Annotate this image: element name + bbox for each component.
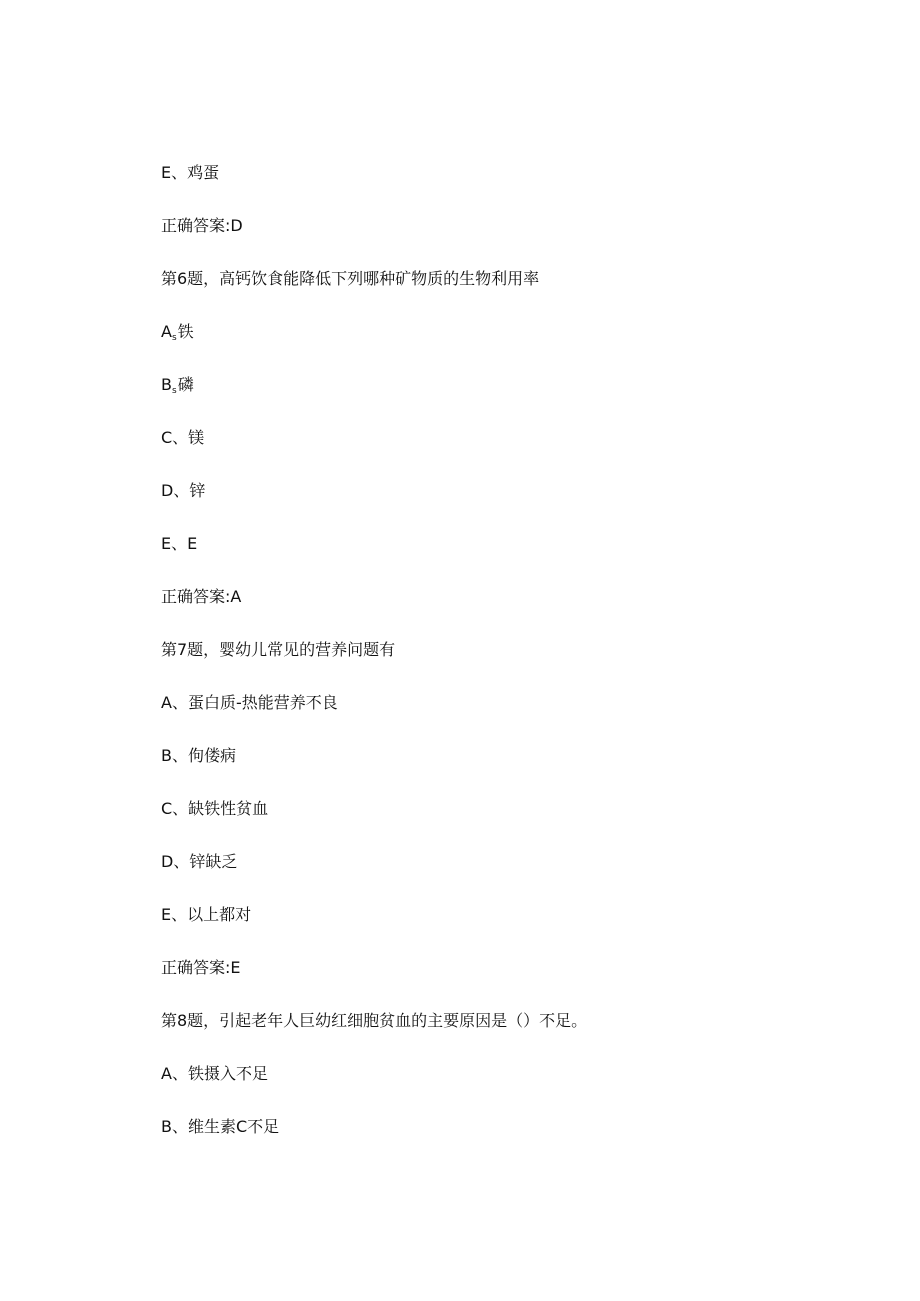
option-b-q8: B、维生素C不足 [161, 1117, 280, 1136]
question-6: 第6题，高钙饮食能降低下列哪种矿物质的生物利用率 [161, 269, 540, 288]
question-8: 第8题，引起老年人巨幼红细胞贫血的主要原因是（）不足。 [161, 1011, 588, 1030]
option-a-q6 [161, 322, 194, 345]
option-letter: A [161, 322, 172, 341]
option-letter: B [161, 375, 172, 394]
answer-q5: 正确答案:D [161, 216, 243, 235]
option-subscript: s [171, 333, 177, 343]
question-7: 第7题，婴幼儿常见的营养问题有 [161, 640, 396, 659]
option-e-q6: E、E [161, 534, 198, 553]
option-text: 磷 [177, 375, 194, 394]
option-c-q6: C、镁 [161, 428, 205, 447]
option-a-q7: A、蛋白质-热能营养不良 [161, 693, 338, 712]
option-e-q7: E、以上都对 [161, 905, 252, 924]
option-a-q8: A、铁摄入不足 [161, 1064, 268, 1083]
option-b-q7: B、佝偻病 [161, 746, 236, 765]
option-subscript: s [171, 386, 177, 396]
answer-q6: 正确答案:A [161, 587, 242, 606]
option-d-q6: D、锌 [161, 481, 206, 500]
option-c-q7: C、缺铁性贫血 [161, 799, 269, 818]
option-d-q7: D、锌缺乏 [161, 852, 238, 871]
answer-q7: 正确答案:E [161, 958, 241, 977]
option-b-q6 [161, 375, 194, 398]
option-e-q5: E、鸡蛋 [161, 163, 220, 182]
option-text: 铁 [177, 322, 194, 341]
